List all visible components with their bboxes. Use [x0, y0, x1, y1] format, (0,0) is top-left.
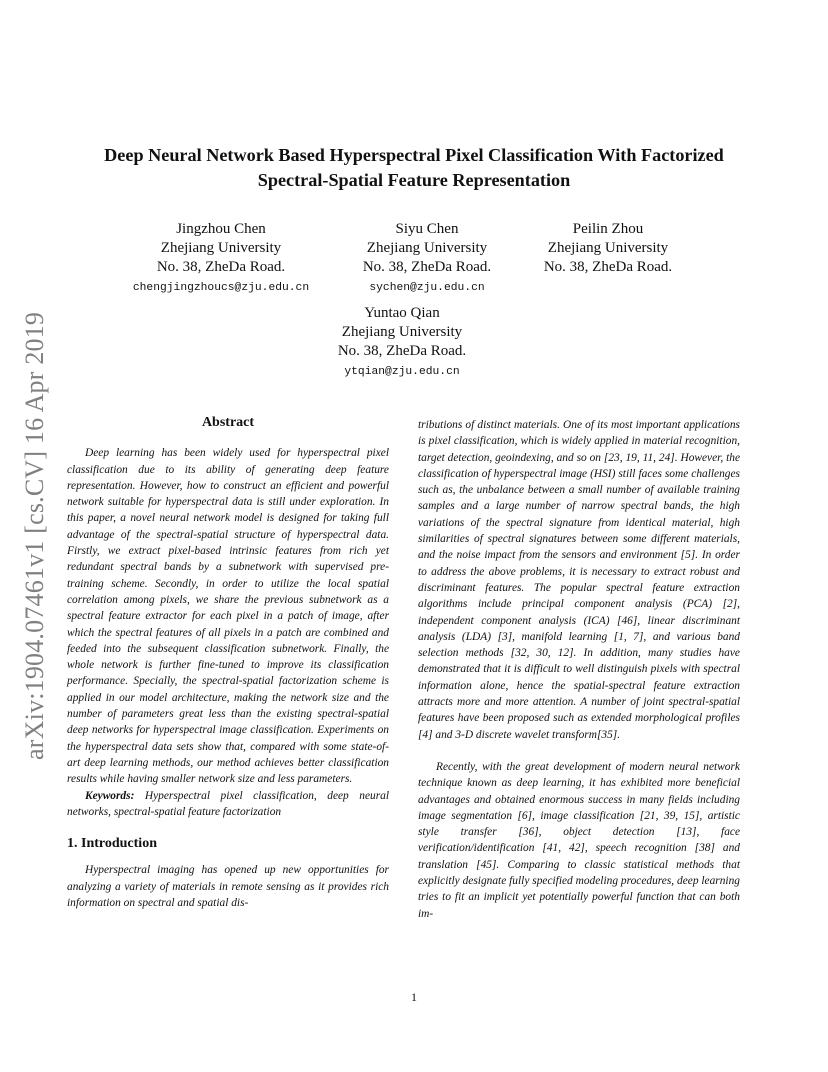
paragraph-gap [418, 743, 740, 759]
section-heading-introduction: 1. Introduction [67, 836, 157, 852]
author-affiliation: Zhejiang University [547, 240, 669, 256]
author-block-3 [520, 220, 696, 277]
author-address: No. 38, ZheDa Road. [362, 259, 492, 275]
author-affiliation: Zhejiang University [160, 240, 282, 256]
author-name: Yuntao Qian [364, 305, 440, 321]
keywords-text: Hyperspectral pixel classification, deep neural networks, spectral-spatial feature factorization [67, 789, 389, 818]
author-email[interactable]: chengjingzhoucs@zju.edu.cn [132, 282, 310, 294]
author-address: No. 38, ZheDa Road. [156, 259, 286, 275]
author-block-2 [337, 220, 517, 298]
author-name: Siyu Chen [395, 221, 459, 237]
author-address: No. 38, ZheDa Road. [337, 343, 467, 359]
right-column [418, 417, 740, 922]
arxiv-identifier-stamp [18, 290, 52, 760]
left-column [67, 415, 389, 911]
abstract-heading: Abstract [201, 415, 255, 430]
author-affiliation: Zhejiang University [341, 324, 463, 340]
author-name: Peilin Zhou [572, 221, 644, 237]
keywords-label: Keywords: [85, 789, 135, 802]
abstract-text: Deep learning has been widely used for hyperspectral pixel classification due to its ability of generating deep feature representation. However, how to construct an efficient and powerful network suitable for hyperspectral data is still under exploration. In this paper, a novel neural network model is designed for taking full advantage of the spectral-spatial structure of hyperspectral data. Firstly, we extract pixel-based intrinsic features from rich yet redundant spectral bands by a subnetwork with supervised pre-training scheme. Secondly, in order to utilize the local spatial correlation among pixels, we share the previous subnetwork as a spectral feature extractor for each pixel in a patch of image, after which the spectral features of all pixels in a patch are combined and feeded into the subsequent classification subnetwork. Finally, the whole network is further fine-tuned to improve its classification performance. Specially, the spectral-spatial factorization scheme is applied in our model architecture, making the network size and the number of parameters great less than the existing spectral-spatial deep networks for hyperspectral image classification. Experiments on the hyperspectral data sets show that, compared with some state-of-art deep learning methods, our method achieves better classification results while having smaller network size and less parameters. [67, 447, 389, 786]
author-address: No. 38, ZheDa Road. [543, 259, 673, 275]
intro-paragraph-1-start: Hyperspectral imaging has opened up new opportunities for analyzing a variety of materials in remote sensing as it provides rich information on spectral and spatial dis- [67, 864, 389, 910]
author-email[interactable]: sychen@zju.edu.cn [369, 282, 485, 294]
paper-title [60, 143, 768, 193]
title-line-2: Spectral-Spatial Feature Representation [257, 170, 571, 190]
author-affiliation: Zhejiang University [366, 240, 488, 256]
page-number: 1 [411, 990, 417, 1004]
arxiv-stamp-text: arXiv:1904.07461v1 [cs.CV] 16 Apr 2019 [20, 311, 49, 760]
author-email[interactable]: ytqian@zju.edu.cn [344, 366, 460, 378]
title-line-1: Deep Neural Network Based Hyperspectral Pixel Classification With Factorized [104, 145, 724, 165]
keywords [67, 788, 389, 821]
intro-paragraph-2: Recently, with the great development of modern neural network technique known as deep learning, it has exhibited more beneficial advantages and obtained enormous success in many fields including image segmentation [6], image classification [21, 39, 15], artistic style transfer [36], object detection [13], face verification/identification [41, 42], speech recognition [38] and translation [45]. Comparing to classic statistical methods that explicitly designate fully specified modeling procedures, deep learning tries to fit an implicit yet potentially powerful function that can both im- [418, 760, 740, 920]
author-block-1 [110, 220, 332, 298]
intro-paragraph-1-continued: tributions of distinct materials. One of its most important applications is pixel classification, which is widely applied in material recognition, target detection, geoindexing, and so on [23, 19, 11, 24]. However, the classification of hyperspectral image (HSI) still faces some challenges such as, the unbalance between a small number of available training samples and a large number of narrow spectral bands, the high variations of the spectral signature from identical material, high similarities of spectral signatures between some different materials, and the noise impact from the sensors and environment [5]. In order to address the above problems, it is necessary to extract robust and discriminant features. The popular spectral feature extraction algorithms include principal component analysis (PCA) [2], independent component analysis (ICA) [46], linear discriminant analysis (LDA) [3], manifold learning [1, 7], and various band selection methods [32, 30, 12]. In addition, many studies have demonstrated that it is difficult to well distinguish pixels with spectral information alone, hence the spatial-spectral feature extraction attracts more and more attention. A number of joint spectral-spatial features have been proposed such as extended morphological profiles [4] and 3-D discrete wavelet transform[35]. [418, 419, 740, 741]
author-block-4 [312, 304, 492, 382]
author-name: Jingzhou Chen [176, 221, 266, 237]
